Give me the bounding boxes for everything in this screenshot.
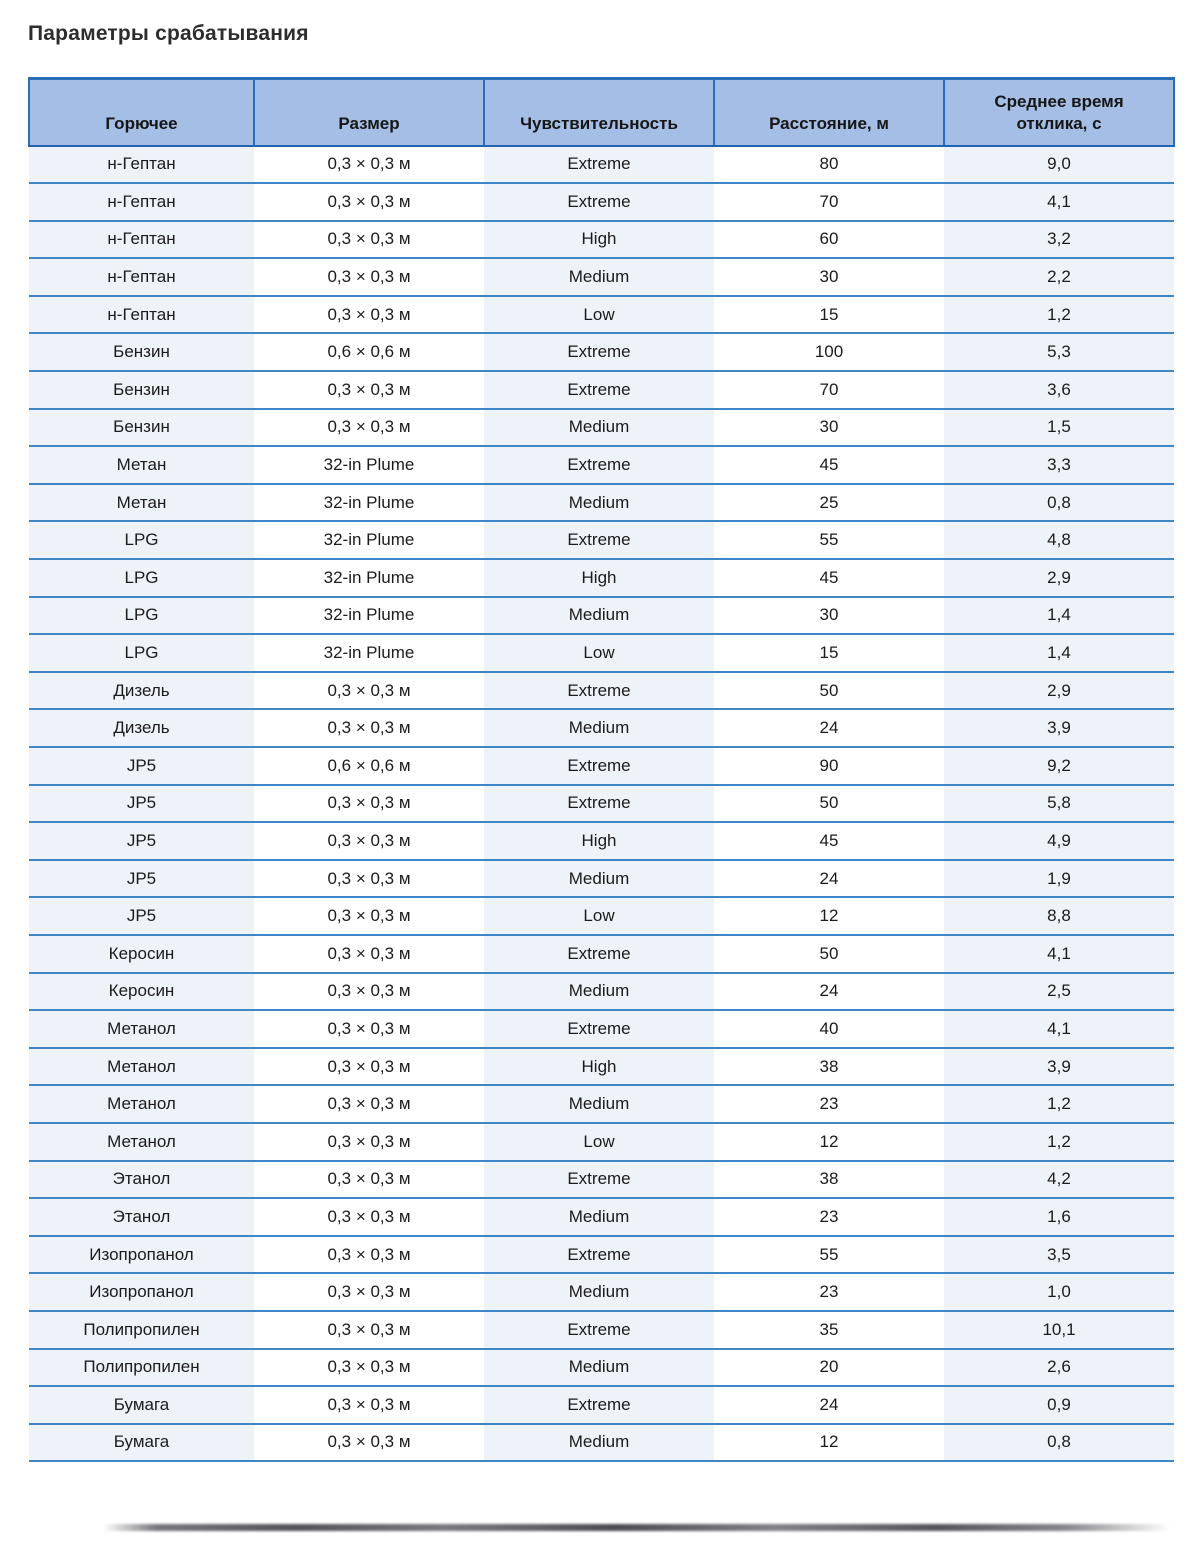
table-cell: Метанол bbox=[29, 1085, 254, 1123]
table-cell: 10,1 bbox=[944, 1311, 1174, 1349]
table-cell: 0,8 bbox=[944, 1424, 1174, 1462]
column-header-distance: Расстояние, м bbox=[714, 79, 944, 146]
table-row bbox=[29, 1123, 1174, 1161]
table-cell: 0,3 × 0,3 м bbox=[254, 1010, 484, 1048]
table-cell: 1,6 bbox=[944, 1198, 1174, 1236]
table-cell: 0,3 × 0,3 м bbox=[254, 785, 484, 823]
table-cell: 0,3 × 0,3 м bbox=[254, 371, 484, 409]
table-cell: 32-in Plume bbox=[254, 446, 484, 484]
table-cell: 0,3 × 0,3 м bbox=[254, 672, 484, 710]
table-cell: 1,5 bbox=[944, 409, 1174, 447]
trigger-parameters-table bbox=[28, 77, 1175, 1462]
document-page bbox=[28, 0, 1173, 1462]
table-cell: Medium bbox=[484, 1085, 714, 1123]
table-cell: Полипропилен bbox=[29, 1311, 254, 1349]
table-cell: 0,3 × 0,3 м bbox=[254, 1236, 484, 1274]
table-row bbox=[29, 559, 1174, 597]
column-header-response-time: Среднее время отклика, с bbox=[944, 79, 1174, 146]
table-cell: 2,9 bbox=[944, 559, 1174, 597]
table-cell: Бензин bbox=[29, 409, 254, 447]
table-cell: 4,8 bbox=[944, 521, 1174, 559]
table-cell: Extreme bbox=[484, 1386, 714, 1424]
table-cell: 1,2 bbox=[944, 1085, 1174, 1123]
column-header-size: Размер bbox=[254, 79, 484, 146]
table-cell: LPG bbox=[29, 521, 254, 559]
table-cell: Метан bbox=[29, 446, 254, 484]
table-cell: Medium bbox=[484, 1273, 714, 1311]
table-row bbox=[29, 221, 1174, 259]
table-row bbox=[29, 1010, 1174, 1048]
table-cell: Medium bbox=[484, 1424, 714, 1462]
table-cell: 1,2 bbox=[944, 296, 1174, 334]
table-cell: LPG bbox=[29, 634, 254, 672]
table-cell: Extreme bbox=[484, 1311, 714, 1349]
table-cell: 5,3 bbox=[944, 333, 1174, 371]
table-cell: Medium bbox=[484, 973, 714, 1011]
table-cell: 0,3 × 0,3 м bbox=[254, 1424, 484, 1462]
table-cell: 2,2 bbox=[944, 258, 1174, 296]
table-cell: 50 bbox=[714, 935, 944, 973]
table-cell: 4,1 bbox=[944, 183, 1174, 221]
table-cell: Extreme bbox=[484, 446, 714, 484]
table-cell: н-Гептан bbox=[29, 183, 254, 221]
table-row bbox=[29, 709, 1174, 747]
table-cell: н-Гептан bbox=[29, 146, 254, 184]
table-cell: 45 bbox=[714, 446, 944, 484]
table-row bbox=[29, 183, 1174, 221]
table-row bbox=[29, 1273, 1174, 1311]
table-cell: 1,0 bbox=[944, 1273, 1174, 1311]
table-cell: 32-in Plume bbox=[254, 597, 484, 635]
page-title: Параметры срабатывания bbox=[28, 22, 309, 45]
table-cell: 0,3 × 0,3 м bbox=[254, 1161, 484, 1199]
table-row bbox=[29, 521, 1174, 559]
table-cell: 4,1 bbox=[944, 1010, 1174, 1048]
table-cell: н-Гептан bbox=[29, 296, 254, 334]
table-row bbox=[29, 446, 1174, 484]
table-cell: 0,3 × 0,3 м bbox=[254, 409, 484, 447]
table-cell: 80 bbox=[714, 146, 944, 184]
table-cell: 30 bbox=[714, 409, 944, 447]
table-cell: н-Гептан bbox=[29, 221, 254, 259]
table-cell: 0,3 × 0,3 м bbox=[254, 1085, 484, 1123]
table-cell: JP5 bbox=[29, 822, 254, 860]
table-cell: 0,3 × 0,3 м bbox=[254, 258, 484, 296]
table-cell: Extreme bbox=[484, 183, 714, 221]
table-cell: Low bbox=[484, 296, 714, 334]
table-cell: 4,9 bbox=[944, 822, 1174, 860]
table-cell: 100 bbox=[714, 333, 944, 371]
table-cell: Метанол bbox=[29, 1048, 254, 1086]
table-cell: JP5 bbox=[29, 747, 254, 785]
table-cell: Extreme bbox=[484, 521, 714, 559]
table-cell: 12 bbox=[714, 897, 944, 935]
table-cell: 1,4 bbox=[944, 634, 1174, 672]
table-cell: Extreme bbox=[484, 672, 714, 710]
table-cell: 50 bbox=[714, 785, 944, 823]
table-cell: JP5 bbox=[29, 785, 254, 823]
table-cell: 5,8 bbox=[944, 785, 1174, 823]
table-cell: Керосин bbox=[29, 935, 254, 973]
table-cell: Изопропанол bbox=[29, 1273, 254, 1311]
table-cell: 0,3 × 0,3 м bbox=[254, 296, 484, 334]
table-cell: 50 bbox=[714, 672, 944, 710]
table-cell: 60 bbox=[714, 221, 944, 259]
table-row bbox=[29, 1311, 1174, 1349]
table-row bbox=[29, 484, 1174, 522]
table-cell: Extreme bbox=[484, 747, 714, 785]
table-cell: 9,2 bbox=[944, 747, 1174, 785]
table-row bbox=[29, 1198, 1174, 1236]
table-row bbox=[29, 860, 1174, 898]
table-cell: 0,3 × 0,3 м bbox=[254, 146, 484, 184]
table-cell: 0,9 bbox=[944, 1386, 1174, 1424]
table-header-row bbox=[29, 79, 1174, 146]
table-cell: Extreme bbox=[484, 371, 714, 409]
table-cell: 25 bbox=[714, 484, 944, 522]
table-cell: Керосин bbox=[29, 973, 254, 1011]
table-cell: 1,9 bbox=[944, 860, 1174, 898]
column-header-sensitivity: Чувствительность bbox=[484, 79, 714, 146]
table-cell: 0,3 × 0,3 м bbox=[254, 935, 484, 973]
table-cell: 20 bbox=[714, 1349, 944, 1387]
table-row bbox=[29, 747, 1174, 785]
table-row bbox=[29, 785, 1174, 823]
table-cell: 24 bbox=[714, 709, 944, 747]
table-cell: н-Гептан bbox=[29, 258, 254, 296]
table-cell: Бензин bbox=[29, 371, 254, 409]
table-cell: Extreme bbox=[484, 333, 714, 371]
table-cell: Medium bbox=[484, 597, 714, 635]
table-cell: 0,3 × 0,3 м bbox=[254, 1273, 484, 1311]
table-cell: 23 bbox=[714, 1198, 944, 1236]
table-cell: Low bbox=[484, 1123, 714, 1161]
table-cell: Extreme bbox=[484, 1010, 714, 1048]
table-cell: 3,2 bbox=[944, 221, 1174, 259]
table-cell: Medium bbox=[484, 860, 714, 898]
table-cell: Medium bbox=[484, 709, 714, 747]
table-cell: 1,4 bbox=[944, 597, 1174, 635]
table-cell: 0,3 × 0,3 м bbox=[254, 1386, 484, 1424]
column-header-fuel: Горючее bbox=[29, 79, 254, 146]
table-cell: Medium bbox=[484, 1198, 714, 1236]
table-cell: Medium bbox=[484, 484, 714, 522]
table-cell: 0,3 × 0,3 м bbox=[254, 860, 484, 898]
table-cell: 45 bbox=[714, 822, 944, 860]
table-cell: Метан bbox=[29, 484, 254, 522]
table-cell: 0,3 × 0,3 м bbox=[254, 822, 484, 860]
table-cell: High bbox=[484, 822, 714, 860]
table-cell: Extreme bbox=[484, 1236, 714, 1274]
table-cell: LPG bbox=[29, 559, 254, 597]
table-row bbox=[29, 897, 1174, 935]
table-cell: 90 bbox=[714, 747, 944, 785]
table-cell: 2,5 bbox=[944, 973, 1174, 1011]
table-cell: 12 bbox=[714, 1424, 944, 1462]
table-row bbox=[29, 672, 1174, 710]
table-cell: Этанол bbox=[29, 1161, 254, 1199]
table-cell: Medium bbox=[484, 1349, 714, 1387]
table-row bbox=[29, 935, 1174, 973]
table-row bbox=[29, 146, 1174, 184]
table-row bbox=[29, 634, 1174, 672]
table-cell: 9,0 bbox=[944, 146, 1174, 184]
table-cell: 0,3 × 0,3 м bbox=[254, 897, 484, 935]
table-cell: Этанол bbox=[29, 1198, 254, 1236]
table-cell: 4,1 bbox=[944, 935, 1174, 973]
table-cell: 0,3 × 0,3 м bbox=[254, 973, 484, 1011]
table-cell: 4,2 bbox=[944, 1161, 1174, 1199]
table-cell: 23 bbox=[714, 1085, 944, 1123]
table-row bbox=[29, 1349, 1174, 1387]
table-cell: Метанол bbox=[29, 1123, 254, 1161]
table-cell: Бумага bbox=[29, 1386, 254, 1424]
table-cell: 0,3 × 0,3 м bbox=[254, 221, 484, 259]
table-cell: 55 bbox=[714, 1236, 944, 1274]
table-cell: 3,9 bbox=[944, 709, 1174, 747]
table-row bbox=[29, 1085, 1174, 1123]
table-cell: 32-in Plume bbox=[254, 634, 484, 672]
table-cell: 38 bbox=[714, 1048, 944, 1086]
cropped-next-image-edge bbox=[103, 1524, 1171, 1531]
table-cell: Low bbox=[484, 897, 714, 935]
table-cell: 0,3 × 0,3 м bbox=[254, 709, 484, 747]
table-row bbox=[29, 333, 1174, 371]
table-cell: 3,3 bbox=[944, 446, 1174, 484]
table-row bbox=[29, 409, 1174, 447]
table-cell: 0,8 bbox=[944, 484, 1174, 522]
table-cell: 3,9 bbox=[944, 1048, 1174, 1086]
table-cell: 0,6 × 0,6 м bbox=[254, 747, 484, 785]
table-cell: Бумага bbox=[29, 1424, 254, 1462]
table-cell: 32-in Plume bbox=[254, 521, 484, 559]
table-cell: 0,3 × 0,3 м bbox=[254, 1123, 484, 1161]
table-row bbox=[29, 973, 1174, 1011]
table-cell: High bbox=[484, 559, 714, 597]
table-cell: 24 bbox=[714, 973, 944, 1011]
table-row bbox=[29, 296, 1174, 334]
table-cell: Extreme bbox=[484, 785, 714, 823]
table-cell: 1,2 bbox=[944, 1123, 1174, 1161]
table-cell: 32-in Plume bbox=[254, 484, 484, 522]
table-cell: Medium bbox=[484, 409, 714, 447]
table-row bbox=[29, 1161, 1174, 1199]
table-header bbox=[29, 79, 1174, 146]
table-cell: Low bbox=[484, 634, 714, 672]
table-row bbox=[29, 258, 1174, 296]
table-row bbox=[29, 1236, 1174, 1274]
table-cell: Extreme bbox=[484, 146, 714, 184]
table-cell: 55 bbox=[714, 521, 944, 559]
table-cell: Бензин bbox=[29, 333, 254, 371]
table-cell: 23 bbox=[714, 1273, 944, 1311]
table-cell: 0,3 × 0,3 м bbox=[254, 1048, 484, 1086]
table-cell: 15 bbox=[714, 634, 944, 672]
table-cell: 3,6 bbox=[944, 371, 1174, 409]
table-cell: JP5 bbox=[29, 897, 254, 935]
table-cell: Extreme bbox=[484, 935, 714, 973]
table-cell: 38 bbox=[714, 1161, 944, 1199]
table-cell: Метанол bbox=[29, 1010, 254, 1048]
table-cell: 45 bbox=[714, 559, 944, 597]
table-cell: 0,3 × 0,3 м bbox=[254, 1198, 484, 1236]
table-cell: 24 bbox=[714, 1386, 944, 1424]
table-cell: 0,3 × 0,3 м bbox=[254, 1311, 484, 1349]
table-cell: 3,5 bbox=[944, 1236, 1174, 1274]
table-cell: 2,6 bbox=[944, 1349, 1174, 1387]
table-cell: 30 bbox=[714, 597, 944, 635]
table-cell: High bbox=[484, 221, 714, 259]
table-body bbox=[29, 146, 1174, 1462]
table-row bbox=[29, 822, 1174, 860]
table-cell: 35 bbox=[714, 1311, 944, 1349]
table-cell: Extreme bbox=[484, 1161, 714, 1199]
table-cell: Изопропанол bbox=[29, 1236, 254, 1274]
table-cell: 70 bbox=[714, 371, 944, 409]
table-row bbox=[29, 371, 1174, 409]
table-cell: 0,3 × 0,3 м bbox=[254, 1349, 484, 1387]
table-cell: 32-in Plume bbox=[254, 559, 484, 597]
table-cell: 8,8 bbox=[944, 897, 1174, 935]
table-cell: LPG bbox=[29, 597, 254, 635]
table-cell: High bbox=[484, 1048, 714, 1086]
table-row bbox=[29, 1424, 1174, 1462]
table-cell: 70 bbox=[714, 183, 944, 221]
table-cell: Дизель bbox=[29, 709, 254, 747]
table-cell: Полипропилен bbox=[29, 1349, 254, 1387]
table-cell: 0,6 × 0,6 м bbox=[254, 333, 484, 371]
table-cell: Medium bbox=[484, 258, 714, 296]
table-cell: 30 bbox=[714, 258, 944, 296]
table-cell: 15 bbox=[714, 296, 944, 334]
table-cell: 12 bbox=[714, 1123, 944, 1161]
table-cell: 24 bbox=[714, 860, 944, 898]
table-cell: 40 bbox=[714, 1010, 944, 1048]
table-row bbox=[29, 1048, 1174, 1086]
table-cell: 0,3 × 0,3 м bbox=[254, 183, 484, 221]
table-row bbox=[29, 597, 1174, 635]
table-row bbox=[29, 1386, 1174, 1424]
table-cell: JP5 bbox=[29, 860, 254, 898]
table-cell: Дизель bbox=[29, 672, 254, 710]
table-cell: 2,9 bbox=[944, 672, 1174, 710]
